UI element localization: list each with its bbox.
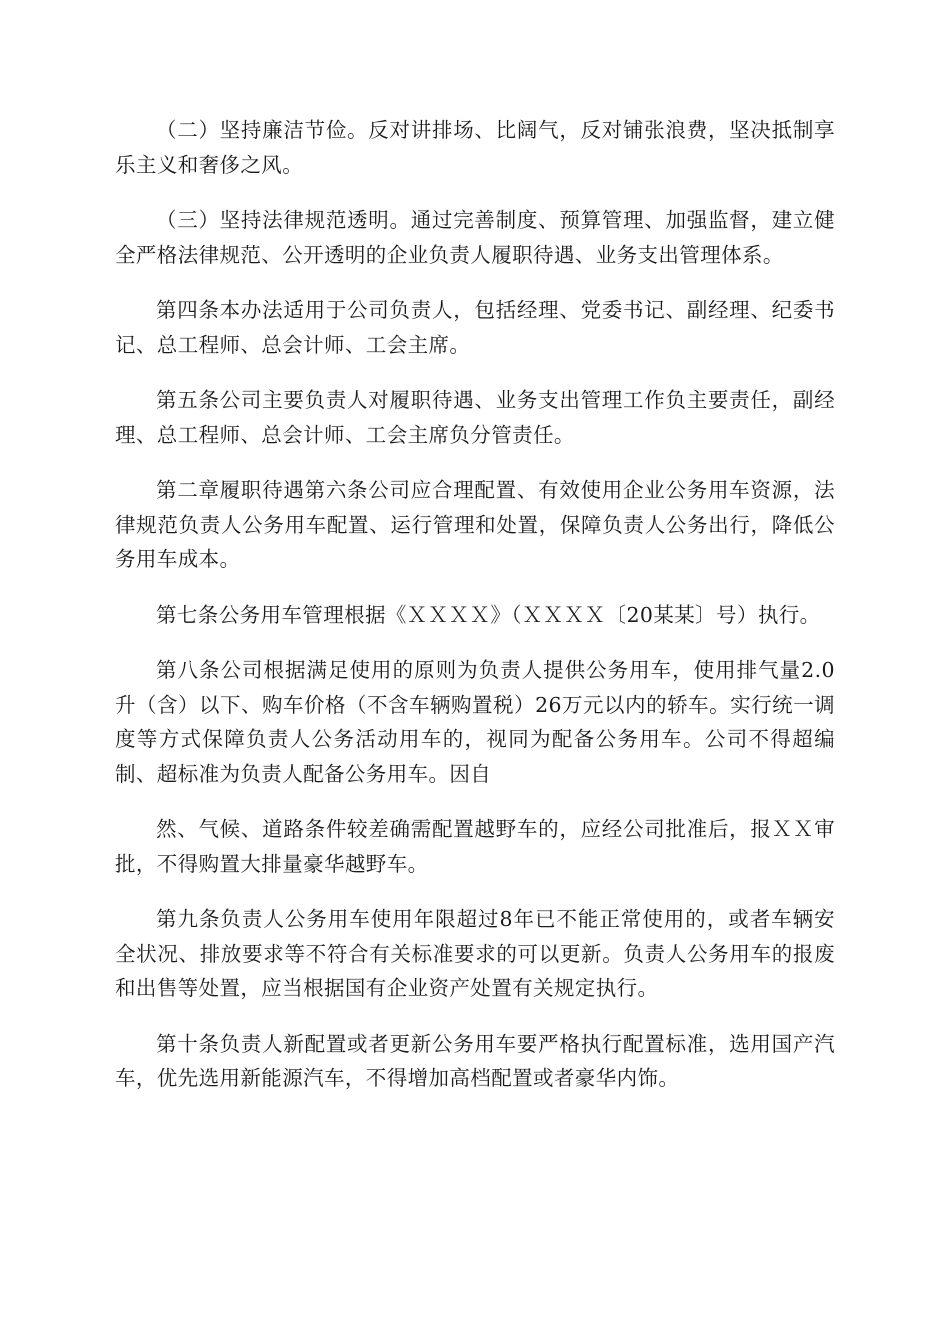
paragraph-article-8: 第八条公司根据满足使用的原则为负责人提供公务用车，使用排气量2.0升（含）以下、购车价格（不含车辆购置税）26万元以内的轿车。实行统一调度等方式保障负责人公务活动用车的，视同为配备公务用车。公司不得超编制、超标准为负责人配备公务用车。因自	[115, 658, 835, 786]
paragraph-article-7: 第七条公务用车管理根据《ＸＸＸＸ》（ＸＸＸＸ〔20某某〕号）执行。	[156, 602, 821, 627]
paragraph-article-10: 第十条负责人新配置或者更新公务用车要严格执行配置标准，选用国产汽车，优先选用新能源汽车，不得增加高档配置或者豪华内饰。	[115, 1031, 835, 1090]
paragraph-integrity: （二）坚持廉洁节俭。反对讲排场、比阔气，反对铺张浪费，坚决抵制享乐主义和奢侈之风。	[115, 118, 835, 177]
paragraph-transparency: （三）坚持法律规范透明。通过完善制度、预算管理、加强监督，建立健全严格法律规范、公开透明的企业负责人履职待遇、业务支出管理体系。	[115, 208, 835, 267]
paragraph-chapter-2-article-6: 第二章履职待遇第六条公司应合理配置、有效使用企业公务用车资源，法律规范负责人公务用车配置、运行管理和处置，保障负责人公务出行，降低公务用车成本。	[115, 478, 835, 571]
paragraph-article-8-continued: 然、气候、道路条件较差确需配置越野车的，应经公司批准后，报ＸＸ审批，不得购置大排量豪华越野车。	[115, 817, 835, 876]
paragraph-article-9: 第九条负责人公务用车使用年限超过8年已不能正常使用的，或者车辆安全状况、排放要求等不符合有关标准要求的可以更新。负责人公务用车的报废和出售等处置，应当根据国有企业资产处置有关规定执行。	[115, 907, 835, 1000]
document-body	[115, 113, 835, 1117]
paragraph-article-5: 第五条公司主要负责人对履职待遇、业务支出管理工作负主要责任，副经理、总工程师、总会计师、工会主席负分管责任。	[115, 388, 835, 447]
paragraph-article-4: 第四条本办法适用于公司负责人，包括经理、党委书记、副经理、纪委书记、总工程师、总会计师、工会主席。	[115, 298, 835, 357]
